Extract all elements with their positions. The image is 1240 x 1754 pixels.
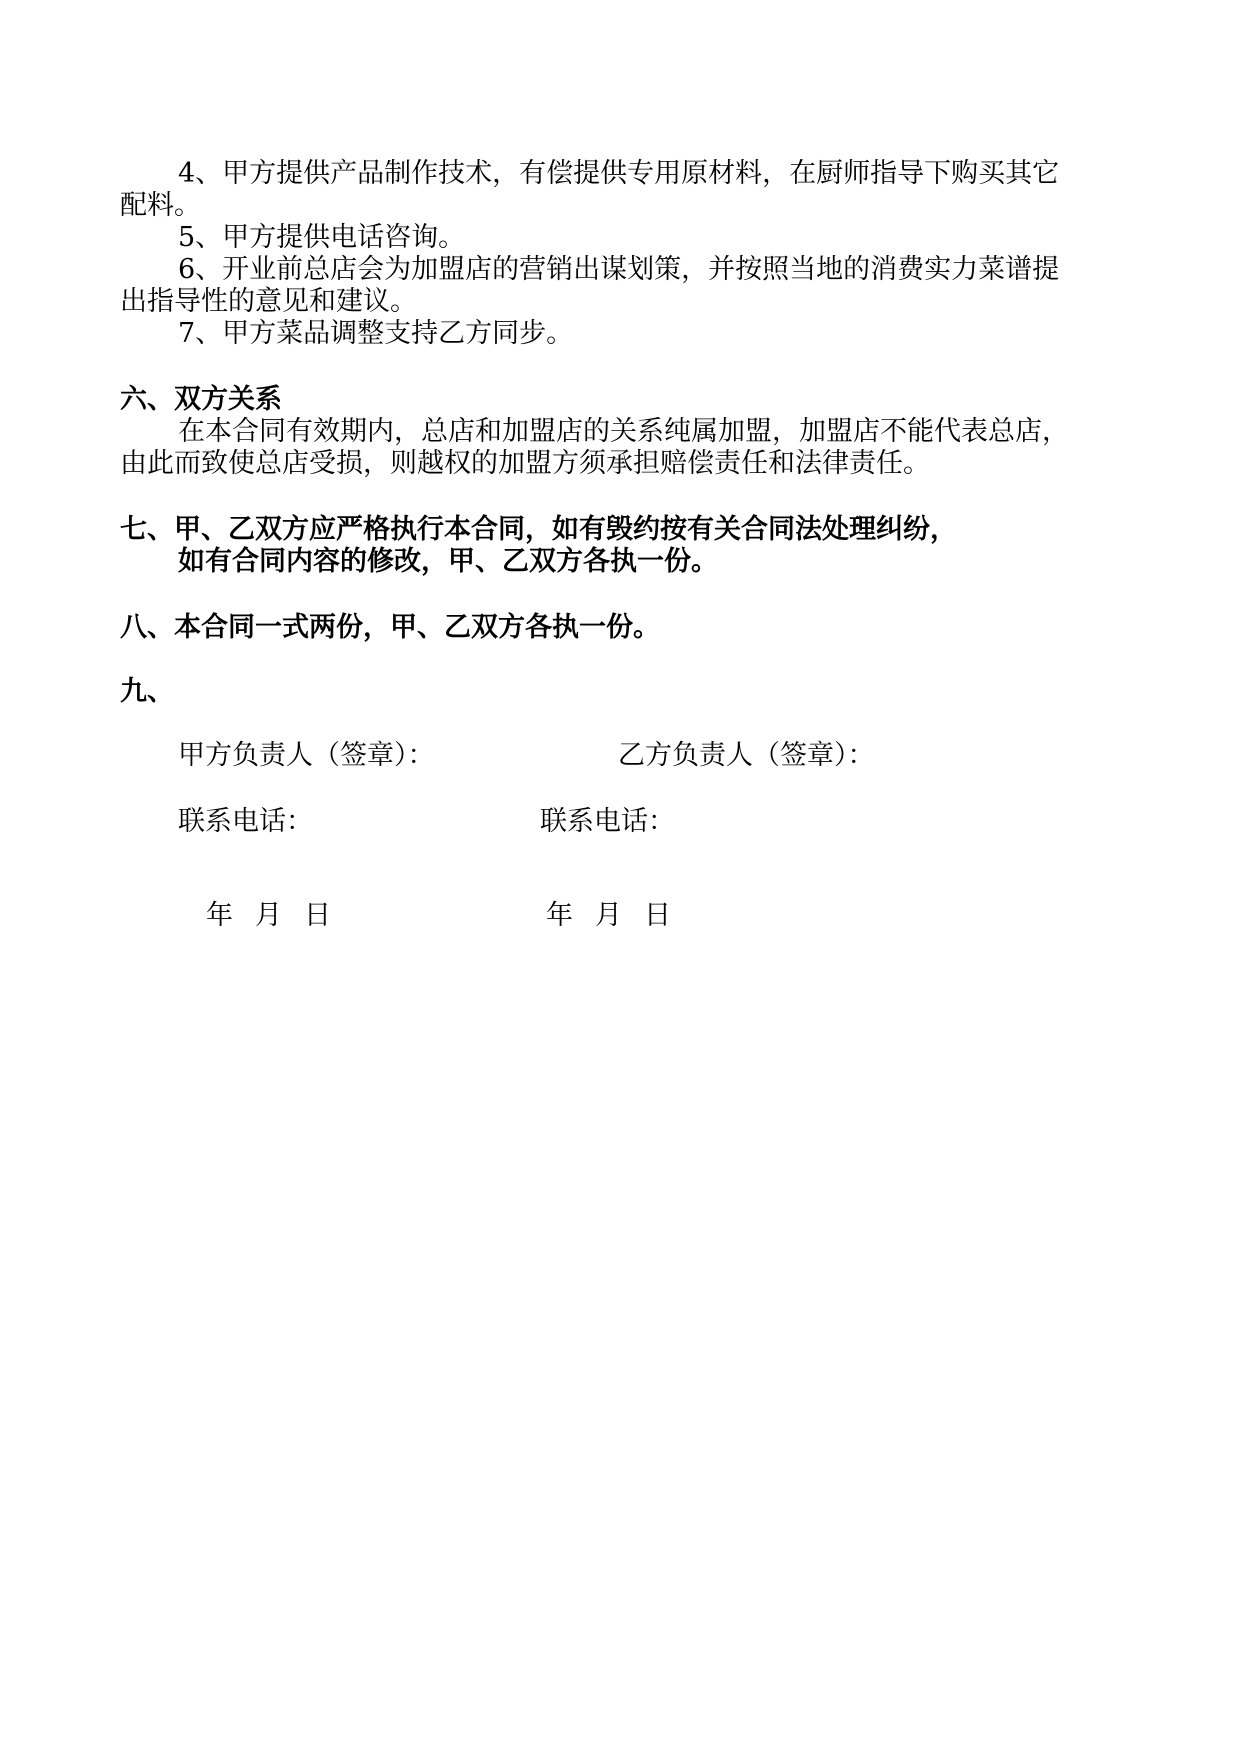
section-7-line-1: 七、甲、乙双方应严格执行本合同，如有毁约按有关合同法处理纠纷， [120, 514, 957, 545]
item-6-line-1: 6、开业前总店会为加盟店的营销出谋划策，并按照当地的消费实力菜谱提 [178, 254, 1060, 285]
section-8-line-1: 八、本合同一式两份，甲、乙双方各执一份。 [120, 612, 660, 643]
item-7: 7、甲方菜品调整支持乙方同步。 [178, 318, 574, 349]
section-6-body-line-1: 在本合同有效期内，总店和加盟店的关系纯属加盟，加盟店不能代表总店， [178, 416, 1069, 447]
item-4-line-2: 配料。 [120, 190, 201, 221]
section-6-body-line-2: 由此而致使总店受损，则越权的加盟方须承担赔偿责任和法律责任。 [120, 448, 930, 479]
party-b-date-month: 月 [595, 900, 622, 931]
party-a-date [206, 900, 331, 932]
party-b-signer-label: 乙方负责人（签章）： [618, 740, 875, 771]
party-a-date-year: 年 [206, 900, 233, 931]
party-b-phone-label: 联系电话： [540, 806, 675, 837]
item-4-line-1: 4、甲方提供产品制作技术，有偿提供专用原材料，在厨师指导下购买其它 [178, 158, 1060, 189]
item-5: 5、甲方提供电话咨询。 [178, 222, 466, 253]
section-7-line-2: 如有合同内容的修改，甲、乙双方各执一份。 [178, 546, 718, 577]
party-a-date-month: 月 [255, 900, 282, 931]
party-b-date [546, 900, 671, 932]
party-b-date-year: 年 [546, 900, 573, 931]
party-a-date-day: 日 [304, 900, 331, 931]
party-a-phone-label: 联系电话： [178, 806, 313, 837]
party-a-signer-label: 甲方负责人（签章）： [178, 740, 435, 771]
section-6-heading: 六、双方关系 [120, 384, 282, 415]
item-6-line-2: 出指导性的意见和建议。 [120, 286, 417, 317]
party-b-date-day: 日 [644, 900, 671, 931]
section-9-heading: 九、 [120, 676, 174, 707]
